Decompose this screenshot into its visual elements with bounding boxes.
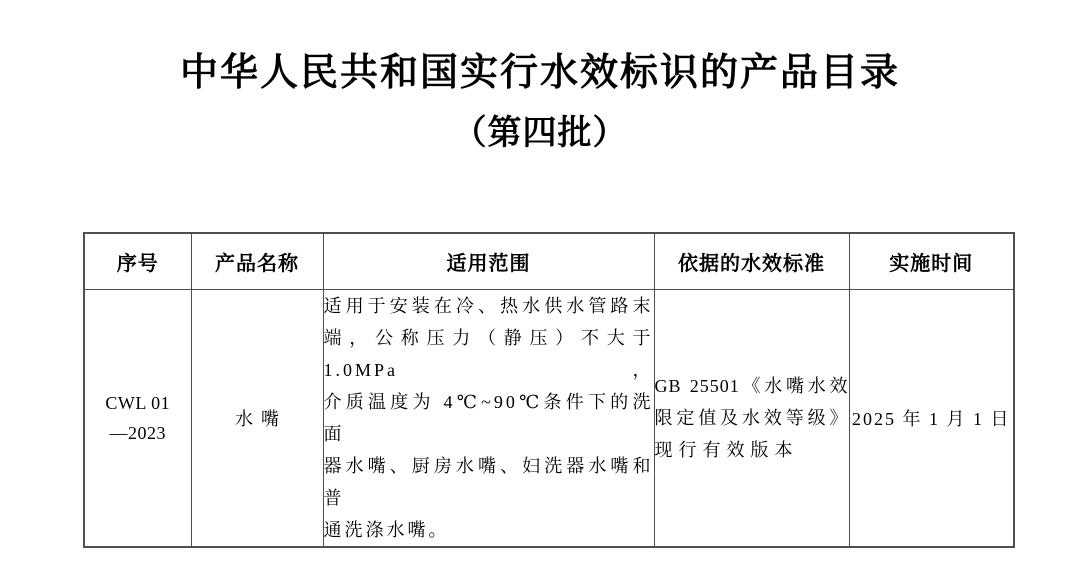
- standard-text-line: GB 25501《水嘴水效: [654, 375, 849, 396]
- col-header-water-efficiency-standard: 依据的水效标准: [654, 233, 849, 289]
- cell-product-name: 水嘴: [191, 289, 323, 547]
- document-title: 中华人民共和国实行水效标识的产品目录: [179, 52, 900, 94]
- scope-text-line: 端，公称压力（静压）不大于 1.0MPa，: [323, 327, 654, 380]
- table-row: [84, 289, 1014, 547]
- document-subtitle: （第四批）: [452, 114, 628, 152]
- serial-number-line-2: —2023: [109, 422, 166, 443]
- col-header-serial-number: 序号: [84, 233, 191, 289]
- table-header-row: [84, 233, 1014, 289]
- cell-water-efficiency-standard: [654, 289, 849, 547]
- products-table: [83, 232, 1015, 548]
- col-header-implementation-date: 实施时间: [849, 233, 1014, 289]
- scope-text-line: 适用于安装在冷、热水供水管路末: [323, 295, 654, 316]
- title-block: [0, 0, 1080, 154]
- scope-text-line: 介质温度为 4℃~90℃条件下的洗面: [323, 391, 654, 444]
- scope-text-line: 通洗涤水嘴。: [323, 519, 450, 540]
- standard-text-line: 限定值及水效等级》: [654, 407, 849, 428]
- cell-implementation-date: 2025 年 1 月 1 日: [849, 289, 1014, 547]
- cell-serial-number: [84, 289, 191, 547]
- col-header-product-name: 产品名称: [191, 233, 323, 289]
- serial-number-line-1: CWL 01: [105, 392, 171, 413]
- scope-text-line: 器水嘴、厨房水嘴、妇洗器水嘴和普: [323, 455, 654, 508]
- standard-text-line: 现行有效版本: [654, 439, 799, 460]
- cell-applicable-scope: [323, 289, 654, 547]
- col-header-applicable-scope: 适用范围: [323, 233, 654, 289]
